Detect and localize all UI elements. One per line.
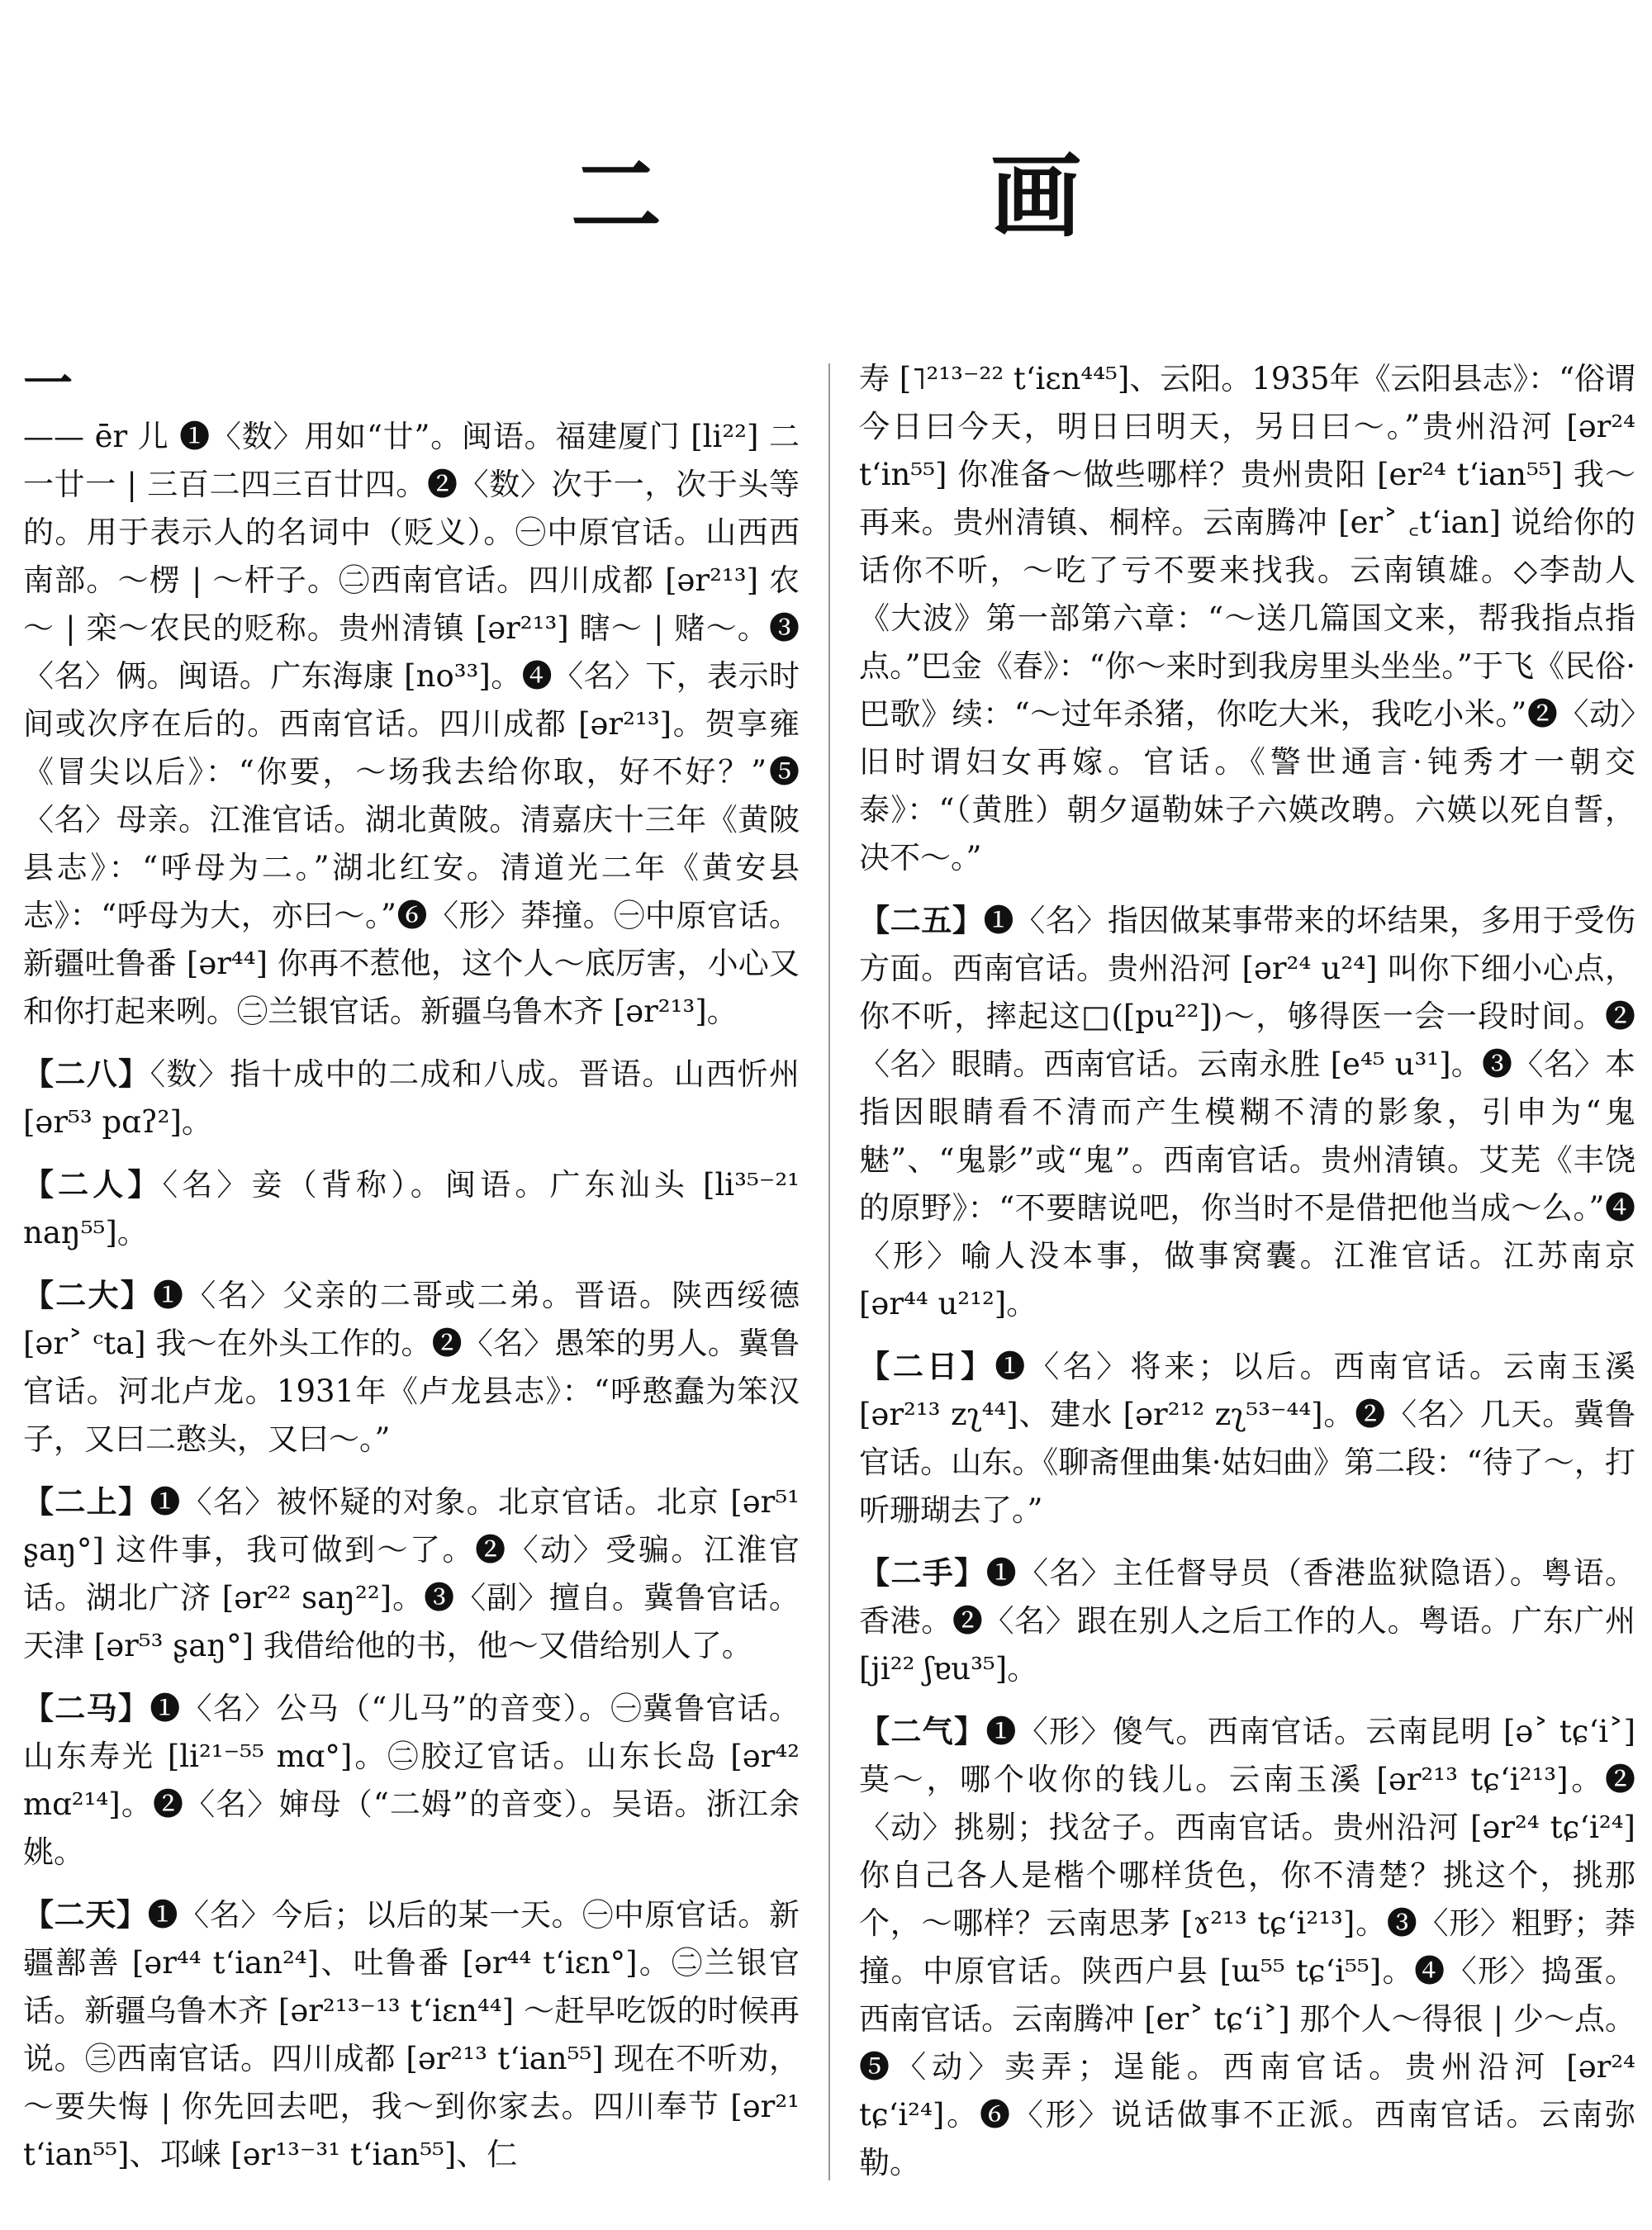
entry-er-ren <box>23 1161 800 1257</box>
left-column <box>23 355 800 2194</box>
right-column <box>859 355 1635 2202</box>
entry-er <box>23 413 800 1036</box>
entry-er-ma <box>23 1685 800 1877</box>
entry-text: ❶〈名〉被怀疑的对象。北京官话。北京 [ər⁵¹ ʂaŋ°] 这件事，我可做到～了。❷〈动〉受骗。江淮官话。湖北广济 [ər²² saŋ²²]。❸〈副〉擅自。冀鲁官话。天津 [ər⁵³ ʂaŋ°] 我借给他的书，他～又借给别人了。 <box>23 1484 800 1663</box>
entry-headword: 【二八】 <box>23 1056 150 1092</box>
entry-continuation: 寿 [˥²¹³⁻²² tʻiɛn⁴⁴⁵]、云阳。1935年《云阳县志》：“俗谓今日曰今天，明日曰明天，另日曰～。”贵州沿河 [ər²⁴ tʻin⁵⁵] 你准备～做些哪样？贵州贵阳 [er²⁴ tʻian⁵⁵] 我～再来。贵州清镇、桐梓。云南腾冲 [er˃ ꜀tʻian] 说给你的话你不听，～吃了亏不要来找我。云南镇雄。◇李劼人《大波》第一部第六章：“～送几篇国文来，帮我指点指点。”巴金《春》：“你～来时到我房里头坐坐。”于飞《民俗·巴歌》续：“～过年杀猪，你吃大米，我吃小米。”❷〈动〉旧时谓妇女再嫁。官话。《警世通言·钝秀才一朝交泰》：“（黄胜）朝夕逼勒妹子六媖改聘。六媖以死自誓，决不～。” <box>859 361 1635 875</box>
entry-er-shou <box>859 1549 1635 1693</box>
character-heading: 一 <box>23 355 73 413</box>
entry-text: ❶〈形〉傻气。西南官话。云南昆明 [ə˃ tɕʻi˃] 莫～，哪个收你的钱儿。云南玉溪 [ər²¹³ tɕʻi²¹³]。❷〈动〉挑剔；找岔子。西南官话。贵州沿河 [ər²⁴ tɕʻi²⁴] 你自己各人是楷个哪样货色，你不清楚？挑这个，挑那个，～哪样？云南思茅 [ɤ²¹³ tɕʻi²¹³]。❸〈形〉粗野；莽撞。中原官话。陕西户县 [ɯ⁵⁵ tɕʻi⁵⁵]。❹〈形〉捣蛋。西南官话。云南腾冲 [er˃ tɕʻi˃] 那个人～得很 | 少～点。❺〈动〉卖弄；逞能。西南官话。贵州沿河 [ər²⁴ tɕʻi²⁴]。❻〈形〉说话做事不正派。西南官话。云南弥勒。 <box>859 1714 1635 2180</box>
entry-er-qi <box>859 1708 1635 2187</box>
entry-text: ❶〈名〉公马（“儿马”的音变）。㊀冀鲁官话。山东寿光 [li²¹⁻⁵⁵ mɑ°]。㊁胶辽官话。山东长岛 [ər⁴² mɑ²¹⁴]。❷〈名〉婶母（“二姆”的音变）。吴语。浙江余姚。 <box>23 1691 800 1870</box>
entry-er-ri <box>859 1343 1635 1535</box>
entry-headword: 【二气】 <box>859 1714 986 1749</box>
entry-text: ❶〈名〉今后；以后的某一天。㊀中原官话。新疆鄯善 [ər⁴⁴ tʻian²⁴]、吐鲁番 [ər⁴⁴ tʻiɛn°]。㊁兰银官话。新疆乌鲁木齐 [ər²¹³⁻¹³ tʻiɛn⁴⁴] ～赶早吃饭的时候再说。㊂西南官话。四川成都 [ər²¹³ tʻian⁵⁵] 现在不听劝，～要失悔 | 你先回去吧，我～到你家去。四川奉节 [ər²¹ tʻian⁵⁵]、邛崃 [ər¹³⁻³¹ tʻian⁵⁵]、仁 <box>23 1897 800 2172</box>
entry-text: 〈数〉指十成中的二成和八成。晋语。山西忻州 [ər⁵³ pɑʔ²]。 <box>23 1056 800 1140</box>
entry-er-wu <box>859 897 1635 1328</box>
entry-headword: 【二天】 <box>23 1897 148 1933</box>
column-divider <box>828 363 830 2180</box>
entry-headword: 【二五】 <box>859 903 984 938</box>
entry-headword: 【二大】 <box>23 1278 154 1313</box>
entry-er-ba <box>23 1051 800 1146</box>
entry-headword: 【二上】 <box>23 1484 150 1520</box>
entry-text: ❶〈名〉将来；以后。西南官话。云南玉溪 [ər²¹³ zʅ⁴⁴]、建水 [ər²¹² zʅ⁵³⁻⁴⁴]。❷〈名〉几天。冀鲁官话。山东。《聊斋俚曲集·姑妇曲》第二段：“待了～，打听珊瑚去了。” <box>859 1349 1636 1528</box>
entry-text: 〈名〉妾（背称）。闽语。广东汕头 [li³⁵⁻²¹ naŋ⁵⁵]。 <box>23 1167 800 1250</box>
entry-er-shang <box>23 1478 800 1670</box>
entry-er-tian <box>23 1891 800 2179</box>
entry-headword: 【二日】 <box>859 1349 995 1384</box>
page-title: 二 画 <box>570 144 1231 249</box>
entry-er-da <box>23 1272 800 1464</box>
entry-text: —— ēr 儿 ❶〈数〉用如“廿”。闽语。福建厦门 [li²²] 二一廿一 | 三百二四三百廿四。❷〈数〉次于一，次于头等的。用于表示人的名词中（贬义）。㊀中原官话。山西西南部。～楞 | ～杆子。㊁西南官话。四川成都 [ər²¹³] 农～ | 栾～农民的贬称。贵州清镇 [ər²¹³] 瞎～ | 赌～。❸〈名〉俩。闽语。广东海康 [no³³]。❹〈名〉下，表示时间或次序在后的。西南官话。四川成都 [ər²¹³]。贺享雍《冒尖以后》：“你要，～场我去给你取，好不好？”❺〈名〉母亲。江淮官话。湖北黄陂。清嘉庆十三年《黄陂县志》：“呼母为二。”湖北红安。清道光二年《黄安县志》：“呼母为大，亦曰～。”❻〈形〉莽撞。㊀中原官话。新疆吐鲁番 [ər⁴⁴] 你再不惹他，这个人～底厉害，小心又和你打起来咧。㊁兰银官话。新疆乌鲁木齐 [ər²¹³]。 <box>23 419 800 1029</box>
entry-text: ❶〈名〉指因做某事带来的坏结果，多用于受伤方面。西南官话。贵州沿河 [ər²⁴ u²⁴] 叫你下细小心点，你不听，摔起这□([pu²²])～，够得医一会一段时间。❷〈名〉眼睛。西南官话。云南永胜 [e⁴⁵ u³¹]。❸〈名〉本指因眼睛看不清而产生模糊不清的影象，引申为“鬼魅”、“鬼影”或“鬼”。西南官话。贵州清镇。艾芜《丰饶的原野》：“不要瞎说吧，你当时不是借把他当成～么。”❹〈形〉喻人没本事，做事窝囊。江淮官话。江苏南京 [ər⁴⁴ u²¹²]。 <box>859 903 1635 1321</box>
entry-headword: 【二手】 <box>859 1555 986 1591</box>
entry-headword: 【二人】 <box>23 1167 163 1203</box>
entry-text: ❶〈名〉父亲的二哥或二弟。晋语。陕西绥德 [ər˃ ᶜta] 我～在外头工作的。❷〈名〉愚笨的男人。冀鲁官话。河北卢龙。1931年《卢龙县志》：“呼憨蠢为笨汉子，又曰二憨头，又曰～。” <box>23 1278 800 1457</box>
entry-headword: 【二马】 <box>23 1691 150 1726</box>
entry-text: ❶〈名〉主任督导员（香港监狱隐语）。粤语。香港。❷〈名〉跟在别人之后工作的人。粤语。广东广州 [ji²² ʃɐu³⁵]。 <box>859 1555 1636 1687</box>
